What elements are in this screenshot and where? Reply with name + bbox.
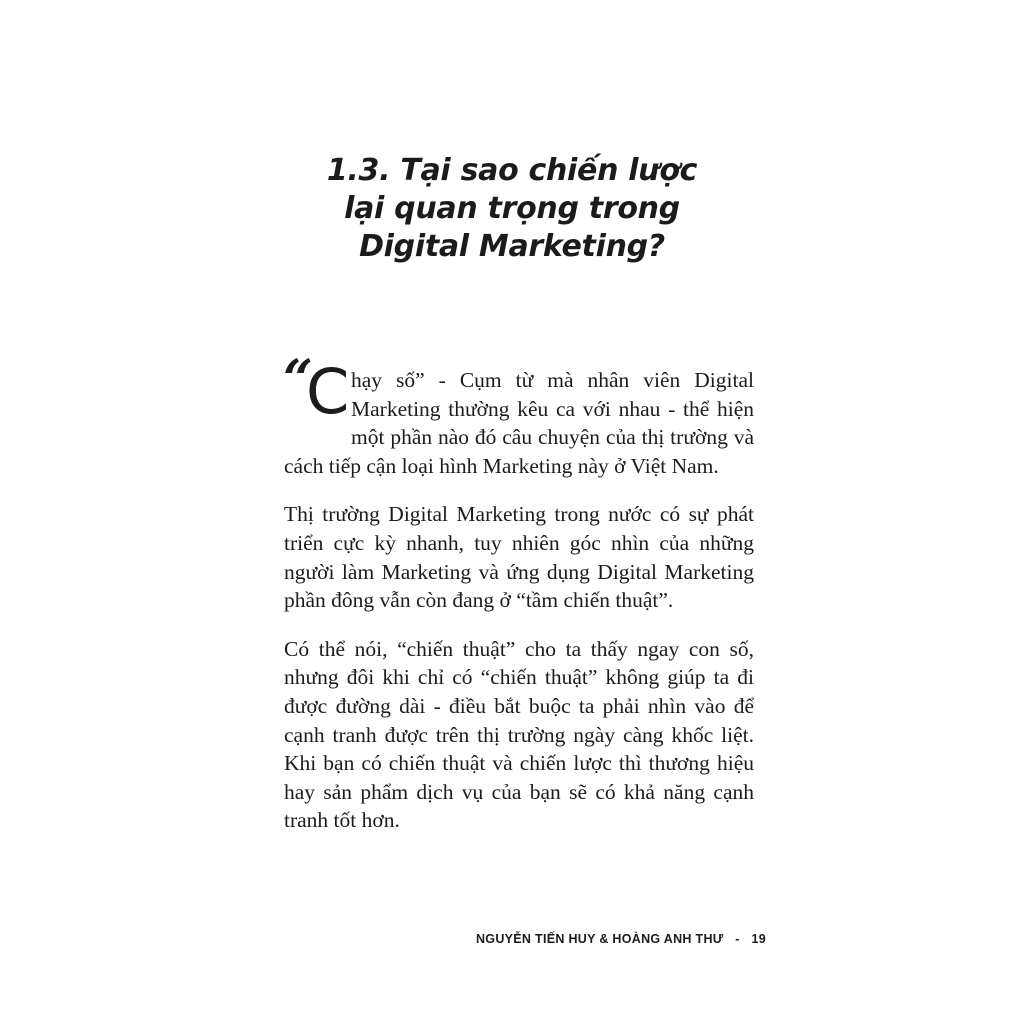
paragraph-1 <box>283 349 754 480</box>
drop-cap-quote-mark: “ <box>283 349 313 410</box>
paragraph-1-text: hạy số” - Cụm từ mà nhân viên Digital Marketing thường kêu ca với nhau - thể hiện một phần nào đó câu chuyện của thị trường và cách tiếp cận loại hình Marketing này ở Việt Nam. <box>284 368 754 478</box>
page-footer <box>476 932 766 946</box>
heading-line-3: Digital Marketing? <box>359 229 665 264</box>
footer-separator: - <box>735 932 740 946</box>
chapter-heading <box>250 152 774 266</box>
drop-cap <box>283 349 350 428</box>
heading-line-2: lại quan trọng trong <box>344 191 680 226</box>
body-text <box>283 349 754 855</box>
drop-cap-letter: C <box>306 355 350 428</box>
page-number: 19 <box>751 932 766 946</box>
footer-authors: NGUYỄN TIẾN HUY & HOÀNG ANH THƯ <box>475 932 724 946</box>
paragraph-3: Có thể nói, “chiến thuật” cho ta thấy ngay con số, nhưng đôi khi chỉ có “chiến thuật” không giúp ta đi được đường dài - điều bắt buộc ta phải nhìn vào để cạnh tranh được trên thị trường ngày càng khốc liệt. Khi bạn có chiến thuật và chiến lược thì thương hiệu hay sản phẩm dịch vụ của bạn sẽ có khả năng cạnh tranh tốt hơn. <box>284 636 754 833</box>
heading-line-1: 1.3. Tại sao chiến lược <box>326 153 698 188</box>
paragraph-2: Thị trường Digital Marketing trong nước có sự phát triển cực kỳ nhanh, tuy nhiên góc nhìn của những người làm Marketing và ứng dụng Digital Marketing phần đông vẫn còn đang ở “tầm chiến thuật”. <box>284 502 754 613</box>
